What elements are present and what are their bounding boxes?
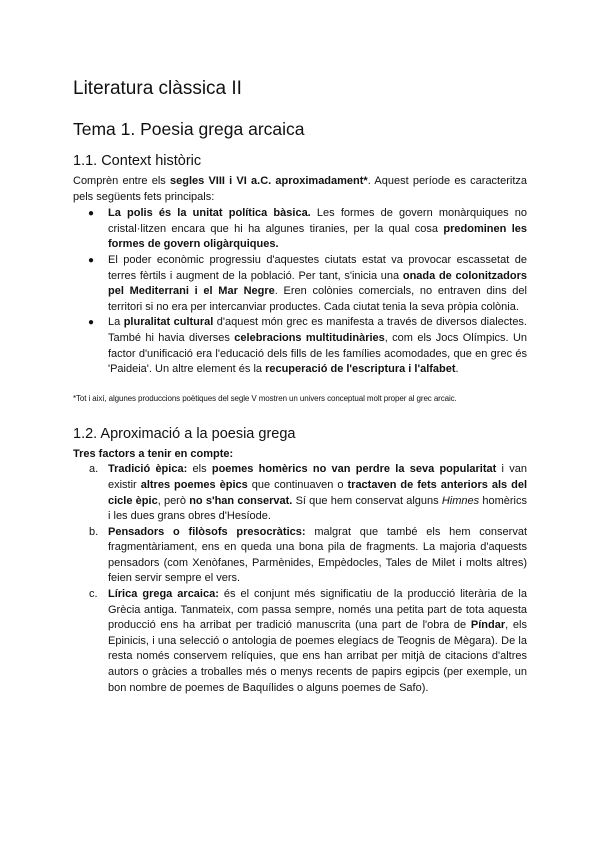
emphasis: Píndar xyxy=(470,619,506,632)
emphasis: Pensadors o filòsofs presocràtics: xyxy=(108,525,306,538)
intro-period: segles VIII i VI a.C. aproximadament* xyxy=(170,175,368,187)
text: , els Epinicis, i una selecció o antologia de poemes elegíacs de Teognis de Mègara). De la resta només conservem relíquies, que ens han arribat per mitjà de citacions d'altres autors o gràcies a troballes més o menys recents de papirs egipcis (per exemple, un bon nombre de poemes de Baquílides o alguns poemes de Safo). xyxy=(108,619,527,694)
section-heading-context: 1.1. Context històric xyxy=(73,153,202,169)
document-content xyxy=(73,78,527,696)
text: Sí que hem conservat alguns xyxy=(292,494,442,507)
list-item xyxy=(88,206,527,253)
italic-title: Himnes xyxy=(441,494,480,507)
emphasis: tractaven de fets anteriors als del cicle èpic xyxy=(108,478,527,507)
text: homèrics i les dues grans obres d'Hesíode. xyxy=(108,494,527,523)
text: i van existir xyxy=(108,463,527,491)
text: que continuaven o xyxy=(247,478,348,491)
emphasis: pluralitat cultural xyxy=(123,316,214,329)
emphasis: celebracions multitudinàries xyxy=(234,331,385,344)
document-title: Literatura clàssica II xyxy=(73,78,242,99)
footnote: *Tot i així, algunes produccions poètiques del segle V mostren un univers conceptual molt proper al grec arcaic. xyxy=(73,393,457,403)
bullet-marker: ● xyxy=(88,317,95,329)
list-item xyxy=(89,525,527,587)
list-marker: c. xyxy=(89,588,98,601)
emphasis: onada de colonitzadors pel Mediterrani i el Mar Negre xyxy=(108,269,527,298)
emphasis: Tradició èpica: xyxy=(108,463,188,476)
text: els xyxy=(187,463,212,476)
list-item xyxy=(89,587,527,696)
emphasis: altres poemes èpics xyxy=(140,478,248,491)
text: . Eren colònies comercials, no entraven dins del territori si no era per intercanviar productes. Cada ciutat tenia la seva pròpia colònia. xyxy=(108,285,527,313)
intro-text: Comprèn entre els xyxy=(73,175,170,187)
section-intro xyxy=(73,174,527,205)
text: El poder econòmic progressiu d'aquestes ciutats estat va provocar escassetat de terres fèrtils i augment de la població. Per tant, s'inicia una xyxy=(108,253,527,282)
emphasis: Lírica grega arcaica: xyxy=(108,588,219,601)
emphasis: predominen les formes de govern oligàrquiques. xyxy=(108,222,527,251)
emphasis: La polis és la unitat política bàsica. xyxy=(108,207,311,220)
section-heading-poetry: 1.2. Aproximació a la poesia grega xyxy=(73,425,296,442)
bullet-marker: ● xyxy=(88,254,95,266)
list-item xyxy=(88,315,528,377)
unit-title: Tema 1. Poesia grega arcaica xyxy=(73,119,305,139)
text: malgrat que també els hem conservat fragmentàriament, ens en queda una bona pila de fragments. La majoria d'aquests pensadors (com Xenòfanes, Parmènides, Empèdocles, Tales de Milet i molts altres) feien servir sempre el vers. xyxy=(108,525,527,585)
emphasis: poemes homèrics no van perdre la seva popularitat xyxy=(211,463,497,476)
list-item xyxy=(89,462,527,524)
text: Les formes de govern monàrquiques no cristal·litzen encara que hi ha algunes tiranies, per la qual cosa xyxy=(108,207,527,235)
factors-list xyxy=(73,462,527,696)
list-item xyxy=(88,253,527,315)
text: La xyxy=(108,316,124,329)
bullet-marker: ● xyxy=(88,208,95,220)
text: és el conjunt més significatiu de la producció literària de la Grècia antiga. Tanmateix, com passa sempre, només una petita part de tota aquesta producció ens ha arribat per tradició manuscrita (una part de l'obra de xyxy=(108,588,527,632)
text: , com els Jocs Olímpics. Un factor d'unificació era l'educació dels fills de les famílies acomodades, que en grec és 'Paideia'. Un altre element és la xyxy=(108,331,528,376)
factors-label: Tres factors a tenir en compte: xyxy=(73,447,234,460)
context-bullet-list xyxy=(73,206,527,378)
text: d'aquest món grec es manifesta a través de diversos dialectes. També hi havia diverses xyxy=(108,316,527,344)
emphasis: recuperació de l'escriptura i l'alfabet xyxy=(265,363,456,376)
list-marker: b. xyxy=(89,525,99,538)
section-poetry xyxy=(73,425,527,697)
list-marker: a. xyxy=(89,463,99,476)
emphasis: no s'han conservat. xyxy=(189,494,293,507)
text: , però xyxy=(157,494,190,507)
intro-text-end: . Aquest període es caracteritza pels següents fets principals: xyxy=(73,175,528,203)
text: . xyxy=(455,363,459,376)
